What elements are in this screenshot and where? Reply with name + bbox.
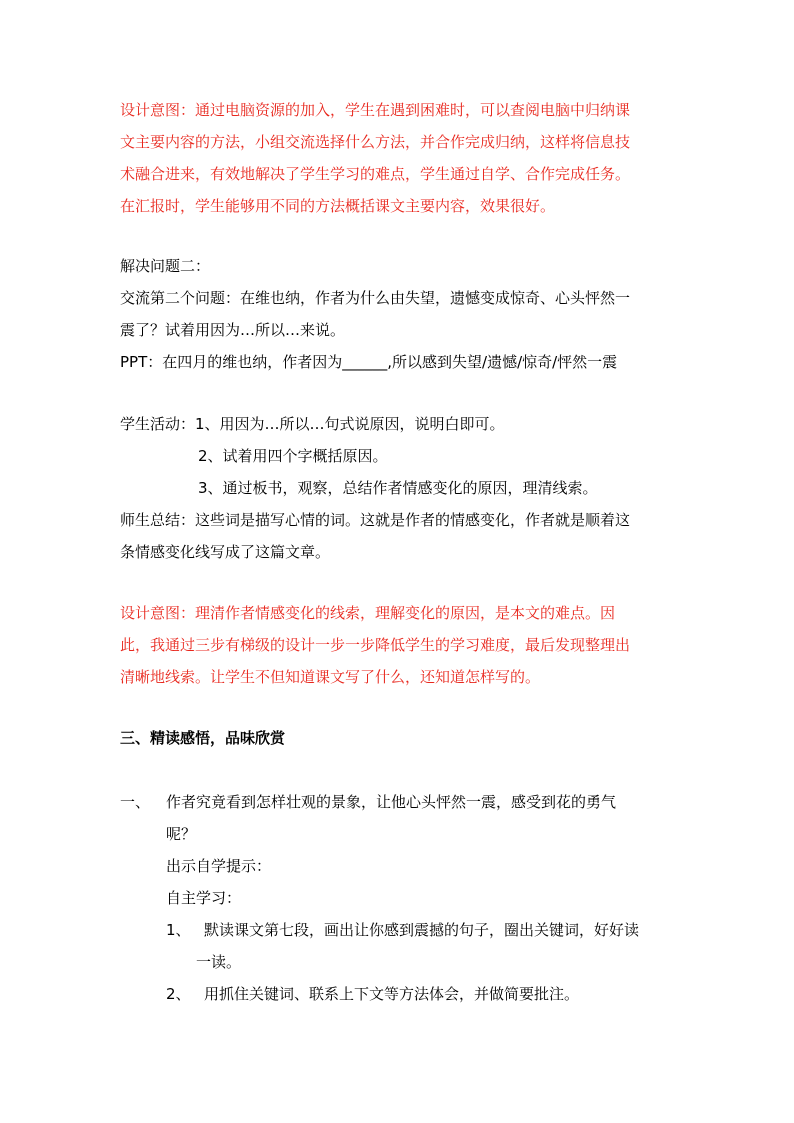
problem-two-line-2: 震了？试着用因为…所以…来说。 bbox=[120, 321, 346, 339]
design-intent-1-line-4: 在汇报时，学生能够用不同的方法概括课文主要内容，效果很好。 bbox=[120, 197, 556, 215]
student-activity-label: 学生活动： bbox=[120, 415, 196, 433]
student-activity-item-2: 2、试着用四个字概括原因。 bbox=[198, 447, 388, 465]
design-intent-1-line-2: 文主要内容的方法，小组交流选择什么方法，并合作完成归纳，这样将信息技 bbox=[120, 133, 631, 151]
design-intent-1-line-3: 术融合进来，有效地解决了学生学习的难点，学生通过自学、合作完成任务。 bbox=[120, 165, 631, 183]
step-1-continuation: 一读。 bbox=[196, 953, 242, 971]
section-three-heading: 三、精读感悟，品味欣赏 bbox=[120, 729, 286, 747]
step-2-text: 用抓住关键词、联系上下文等方法体会，并做简要批注。 bbox=[204, 985, 580, 1003]
design-intent-2-line-1: 设计意图：理清作者情感变化的线索，理解变化的原因，是本文的难点。因 bbox=[120, 604, 616, 622]
question-one-line-1: 作者究竟看到怎样壮观的景象，让他心头怦然一震，感受到花的勇气 bbox=[166, 793, 617, 811]
self-study-label: 自主学习： bbox=[166, 889, 242, 907]
problem-two-title: 解决问题二： bbox=[120, 257, 211, 275]
step-2-number: 2、 bbox=[166, 985, 191, 1003]
student-activity-item-1: 1、用因为…所以…句式说原因，说明白即可。 bbox=[195, 415, 505, 433]
problem-two-ppt-line: PPT：在四月的维也纳，作者因为______,所以感到失望/遗憾/惊奇/怦然一震 bbox=[120, 353, 618, 371]
step-1-text: 默读课文第七段，画出让你感到震撼的句子，圈出关键词，好好读 bbox=[204, 921, 640, 939]
student-activity-item-3: 3、通过板书，观察，总结作者情感变化的原因，理清线索。 bbox=[198, 479, 598, 497]
design-intent-2-line-3: 清晰地线索。让学生不但知道课文写了什么，还知道怎样写的。 bbox=[120, 668, 541, 686]
question-one-line-2: 呢？ bbox=[166, 825, 197, 843]
student-activity-row-1 bbox=[120, 414, 505, 434]
question-one-marker: 一、 bbox=[120, 793, 151, 811]
hint-title: 出示自学提示： bbox=[166, 857, 272, 875]
step-1-number: 1、 bbox=[166, 921, 191, 939]
problem-two-line-1: 交流第二个问题：在维也纳，作者为什么由失望，遗憾变成惊奇、心头怦然一 bbox=[120, 289, 631, 307]
design-intent-1-line-1: 设计意图：通过电脑资源的加入，学生在遇到困难时，可以查阅电脑中归纳课 bbox=[120, 101, 631, 119]
summary-line-1: 师生总结：这些词是描写心情的词。这就是作者的情感变化，作者就是顺着这 bbox=[120, 511, 631, 529]
summary-line-2: 条情感变化线写成了这篇文章。 bbox=[120, 543, 331, 561]
design-intent-2-line-2: 此，我通过三步有梯级的设计一步一步降低学生的学习难度，最后发现整理出 bbox=[120, 636, 631, 654]
